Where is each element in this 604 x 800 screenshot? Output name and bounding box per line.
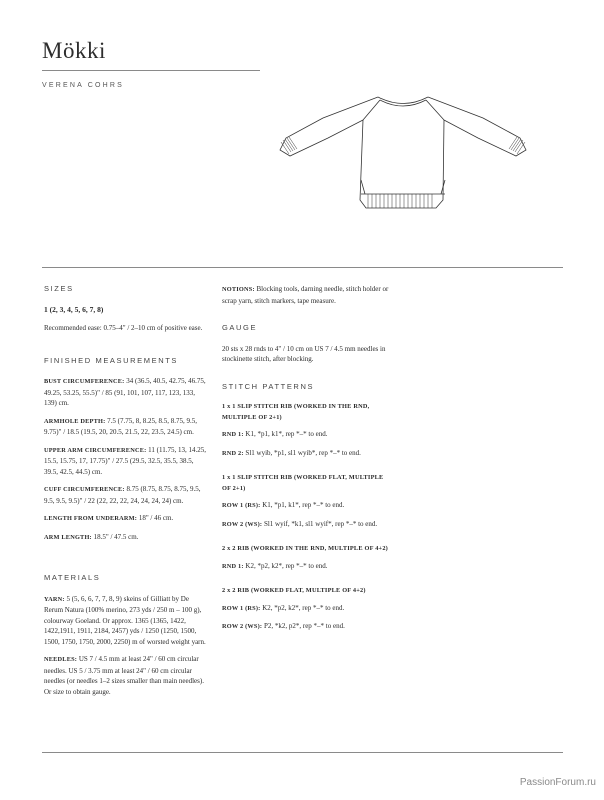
- pattern-1-title: 1 x 1 SLIP STITCH RIB (WORKED IN THE RND, MULTIPLE OF 2+1): [222, 403, 370, 421]
- sizes-values: 1 (2, 3, 4, 5, 6, 7, 8): [44, 304, 104, 314]
- arm-length: ARM LENGTH: 18.5" / 47.5 cm.: [44, 532, 139, 541]
- right-column: [222, 284, 392, 640]
- ease-text: Recommended ease: 0.75–4" / 2–10 cm of positive ease.: [44, 324, 203, 332]
- pattern-4-row-1: ROW 1 (RS): K2, *p2, k2*, rep *–* to end.: [222, 603, 345, 612]
- pattern-4-row-2: ROW 2 (WS): P2, *k2, p2*, rep *–* to end.: [222, 622, 345, 630]
- pattern-2-row-1: ROW 1 (RS): K1, *p1, k1*, rep *–* to end.: [222, 501, 345, 509]
- pattern-3-rnd-1: RND 1: K2, *p2, k2*, rep *–* to end.: [222, 561, 328, 570]
- pattern-3-title: 2 x 2 RIB (WORKED IN THE RND, MULTIPLE OF 4+2): [222, 545, 388, 552]
- author-name: VERENA COHRS: [42, 82, 125, 89]
- stitch-patterns-heading: STITCH PATTERNS: [222, 381, 315, 391]
- page-title: Mökki: [42, 38, 106, 63]
- sizes-heading: SIZES: [44, 284, 74, 293]
- pattern-4-title: 2 x 2 RIB (WORKED FLAT, MULTIPLE OF 4+2): [222, 587, 366, 594]
- pattern-2-title: 1 x 1 SLIP STITCH RIB (WORKED FLAT, MULTIPLE OF 2+1): [222, 474, 384, 492]
- finished-measurements-heading: FINISHED MEASUREMENTS: [44, 355, 179, 365]
- pattern-1-rnd-2: RND 2: Sl1 wyib, *p1, sl1 wyib*, rep *–* to end.: [222, 448, 361, 457]
- cuff-circumference: CUFF CIRCUMFERENCE: 8.75 (8.75, 8.75, 8.75, 9.5, 9.5, 9.5, 9.5)" / 22 (22, 22, 22, 24, 24, 24, 24) cm.: [44, 485, 201, 505]
- section-divider: [42, 267, 563, 268]
- bust-circumference: BUST CIRCUMFERENCE: 34 (36.5, 40.5, 42.75, 46.75, 49.25, 53.25, 55.5)" / 85 (91, 101, 107, 117, 123, 133, 139) cm.: [44, 377, 206, 407]
- title-divider: [42, 70, 260, 71]
- left-column: [44, 284, 206, 704]
- armhole-depth: ARMHOLE DEPTH: 7.5 (7.75, 8, 8.25, 8.5, 8.75, 9.5, 9.75)" / 18.5 (19.5, 20, 20.5, 21.5, 22, 23.5, 24.5) cm.: [44, 416, 197, 436]
- yarn-text: YARN: 5 (5, 6, 6, 7, 7, 8, 9) skeins of Gilliatt by De Rerum Natura (100% merino, 273 yds / 250 m – 100 g), colourway Goeland. Or approx. 1365 (1365, 1422, 1422,1911, 1911, 2184, 2457) yds / 1250 (1250, 1500, 1500, 1750, 1750, 2000, 2250) m of worsted weight yarn.: [44, 594, 206, 646]
- notions-text: NOTIONS: Blocking tools, darning needle, stitch holder or scrap yarn, stitch markers, tape measure.: [222, 285, 389, 305]
- length-from-underarm: LENGTH FROM UNDERARM: 18" / 46 cm.: [44, 514, 174, 522]
- upper-arm-circumference: UPPER ARM CIRCUMFERENCE: 11 (11.75, 13, 14.25, 15.5, 15.75, 17, 17.75)" / 27.5 (29.5, 32.5, 35.5, 38.5, 39.5, 42.5, 44.5) cm.: [44, 445, 206, 476]
- footer-divider: [42, 752, 563, 753]
- gauge-heading: GAUGE: [222, 323, 258, 332]
- pattern-2-row-2: ROW 2 (WS): Sl1 wyif, *k1, sl1 wyif*, rep *–* to end.: [222, 519, 378, 528]
- sweater-schematic: [268, 90, 538, 220]
- materials-heading: MATERIALS: [44, 573, 101, 582]
- pattern-1-rnd-1: RND 1: K1, *p1, k1*, rep *–* to end.: [222, 430, 328, 438]
- watermark: PassionForum.ru: [519, 777, 596, 788]
- gauge-text: 20 sts x 28 rnds to 4" / 10 cm on US 7 / 4.5 mm needles in stockinette stitch, after blocking.: [222, 344, 386, 363]
- needles-text: NEEDLES: US 7 / 4.5 mm at least 24" / 60 cm circular needles. US 5 / 3.75 mm at least 24" / 60 cm circular needles (or needles 1–2 sizes smaller than main needles). Or size to obtain gauge.: [44, 655, 204, 696]
